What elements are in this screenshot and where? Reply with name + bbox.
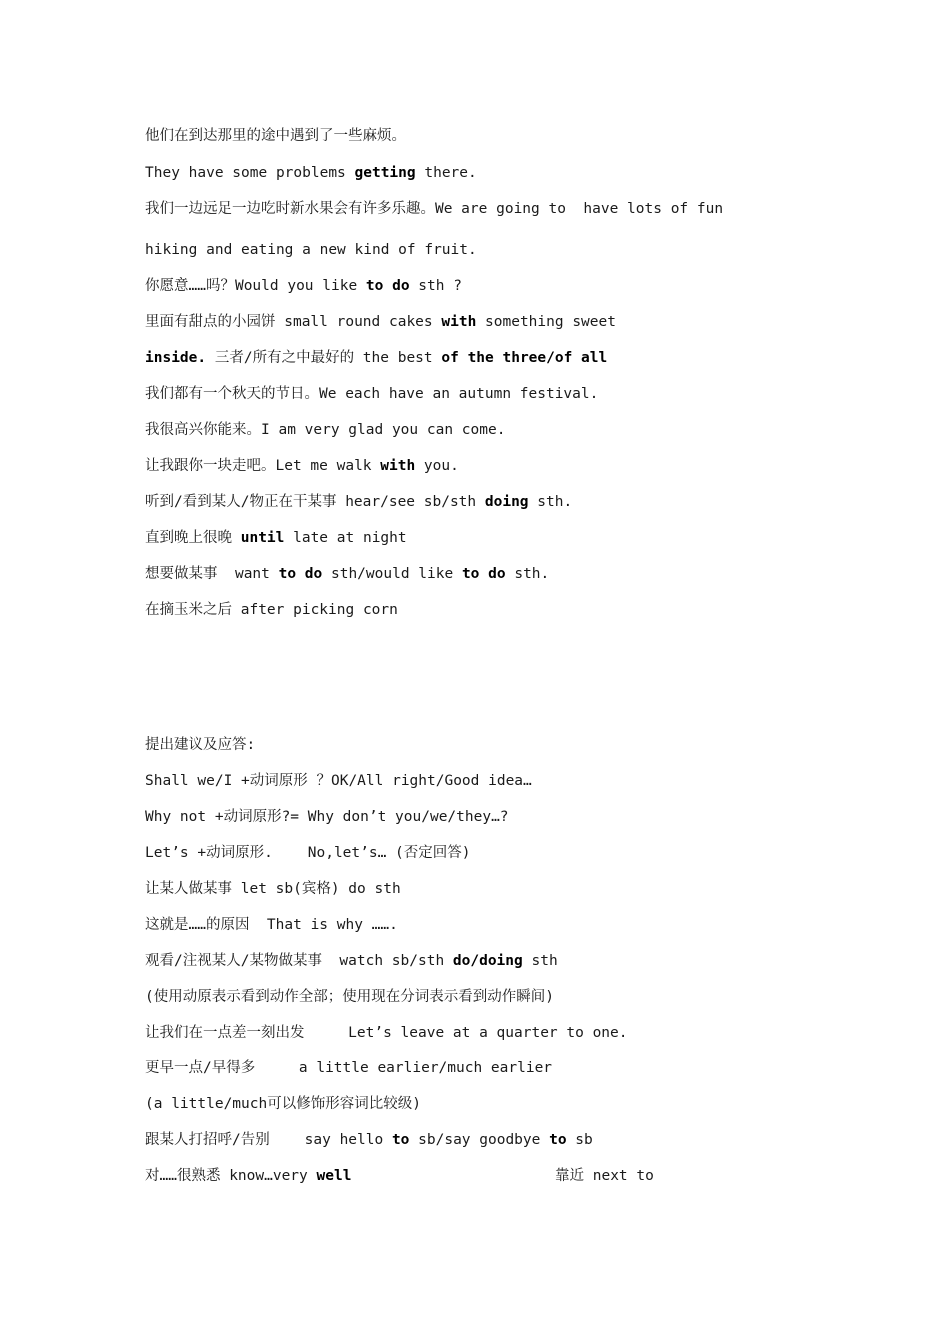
text-run: Shall we/I +动词原形 ？OK/All right/Good idea… [145, 773, 532, 789]
line-24 [145, 1058, 552, 1078]
text-run: sb/say goodbye [409, 1132, 550, 1148]
text-run: 我们一边远足一边吃时新水果会有许多乐趣。We are going to have lots of fun [145, 201, 724, 217]
text-run: Let’s +动词原形. No,let’s… (否定回答) [145, 845, 471, 861]
text-run: sb [566, 1132, 593, 1148]
text-run: 让我们在一点差一刻出发 Let’s leave at a quarter to one. [145, 1025, 628, 1041]
line-4 [145, 240, 477, 260]
line-7 [145, 348, 607, 368]
line-11 [145, 492, 572, 512]
line-22 [145, 987, 554, 1007]
line-19 [145, 879, 401, 899]
text-run: 三者/所有之中最好的 the best [206, 350, 442, 366]
text-run: 跟某人打招呼/告别 say hello [145, 1132, 392, 1148]
text-run: 这就是……的原因 That is why ……. [145, 917, 398, 933]
line-27-right: 靠近 next to [555, 1168, 654, 1184]
text-run: sth. [505, 566, 550, 582]
bold-phrase: to do [461, 566, 506, 582]
text-run: sth ? [409, 278, 462, 294]
bold-phrase: do/doing [452, 953, 523, 969]
text-run: 让某人做某事 let sb(宾格) do sth [145, 881, 401, 897]
text-run: 让我跟你一块走吧。Let me walk [145, 458, 381, 474]
text-run: sth [522, 953, 558, 969]
text-run: sth. [528, 494, 573, 510]
line-6 [145, 312, 616, 332]
text-run: 你愿意……吗？Would you like [145, 278, 366, 294]
line-18 [145, 843, 471, 863]
line-26 [145, 1130, 593, 1150]
line-1 [145, 126, 406, 146]
bold-phrase: to [549, 1132, 567, 1148]
line-2 [145, 163, 477, 183]
line-5 [145, 276, 462, 296]
text-run: you. [415, 458, 459, 474]
line-16 [145, 771, 532, 791]
line-23 [145, 1023, 628, 1043]
line-20 [145, 915, 398, 935]
text-run: sth/would like [322, 566, 462, 582]
bold-phrase: to do [278, 566, 323, 582]
line-13 [145, 564, 549, 584]
text-run: 直到晚上很晚 [145, 530, 241, 546]
bold-phrase: to do [365, 278, 410, 294]
text-run: 提出建议及应答: [145, 737, 256, 753]
line-17 [145, 807, 509, 827]
text-run: 我很高兴你能来。I am very glad you can come. [145, 422, 506, 438]
text-run: 更早一点/早得多 a little earlier/much earlier [145, 1060, 553, 1076]
bold-phrase: to [391, 1132, 410, 1148]
bold-phrase: getting [354, 165, 416, 181]
bold-phrase: until [240, 530, 285, 546]
bold-phrase: doing [484, 494, 529, 510]
text-run: 想要做某事 want [145, 566, 279, 582]
text-run: 里面有甜点的小园饼 small round cakes [145, 314, 442, 330]
text-run: (a little/much可以修饰形容词比较级) [145, 1096, 421, 1112]
text-run: (使用动原表示看到动作全部；使用现在分词表示看到动作瞬间) [145, 989, 554, 1005]
line-14 [145, 600, 398, 620]
line-15 [145, 735, 255, 755]
text-run: 在摘玉米之后 after picking corn [145, 602, 398, 618]
text-run: something sweet [476, 314, 616, 330]
text-run: Why not +动词原形?= Why don’t you/we/they…? [145, 809, 509, 825]
text-run: 听到/看到某人/物正在干某事 hear/see sb/sth [145, 494, 485, 510]
line-27 [145, 1166, 351, 1186]
bold-phrase: with [380, 458, 416, 474]
line-3 [145, 199, 723, 219]
line-9 [145, 420, 505, 440]
text-run: hiking and eating a new kind of fruit. [145, 242, 477, 258]
line-21 [145, 951, 558, 971]
text-run: late at night [284, 530, 407, 546]
line-10 [145, 456, 459, 476]
bold-phrase: inside. [145, 350, 207, 366]
line-25 [145, 1094, 421, 1114]
bold-phrase: with [441, 314, 477, 330]
line-12 [145, 528, 407, 548]
bold-phrase: well [316, 1168, 352, 1184]
text-run: 对……很熟悉 know…very [145, 1168, 317, 1184]
text-run: They have some problems [145, 165, 355, 181]
line-8 [145, 384, 598, 404]
text-run: 我们都有一个秋天的节日。We each have an autumn festival. [145, 386, 599, 402]
bold-phrase: of the three/of all [441, 350, 608, 366]
text-run: 观看/注视某人/某物做某事 watch sb/sth [145, 953, 453, 969]
text-run: 他们在到达那里的途中遇到了一些麻烦。 [145, 128, 406, 144]
text-run: there. [415, 165, 477, 181]
